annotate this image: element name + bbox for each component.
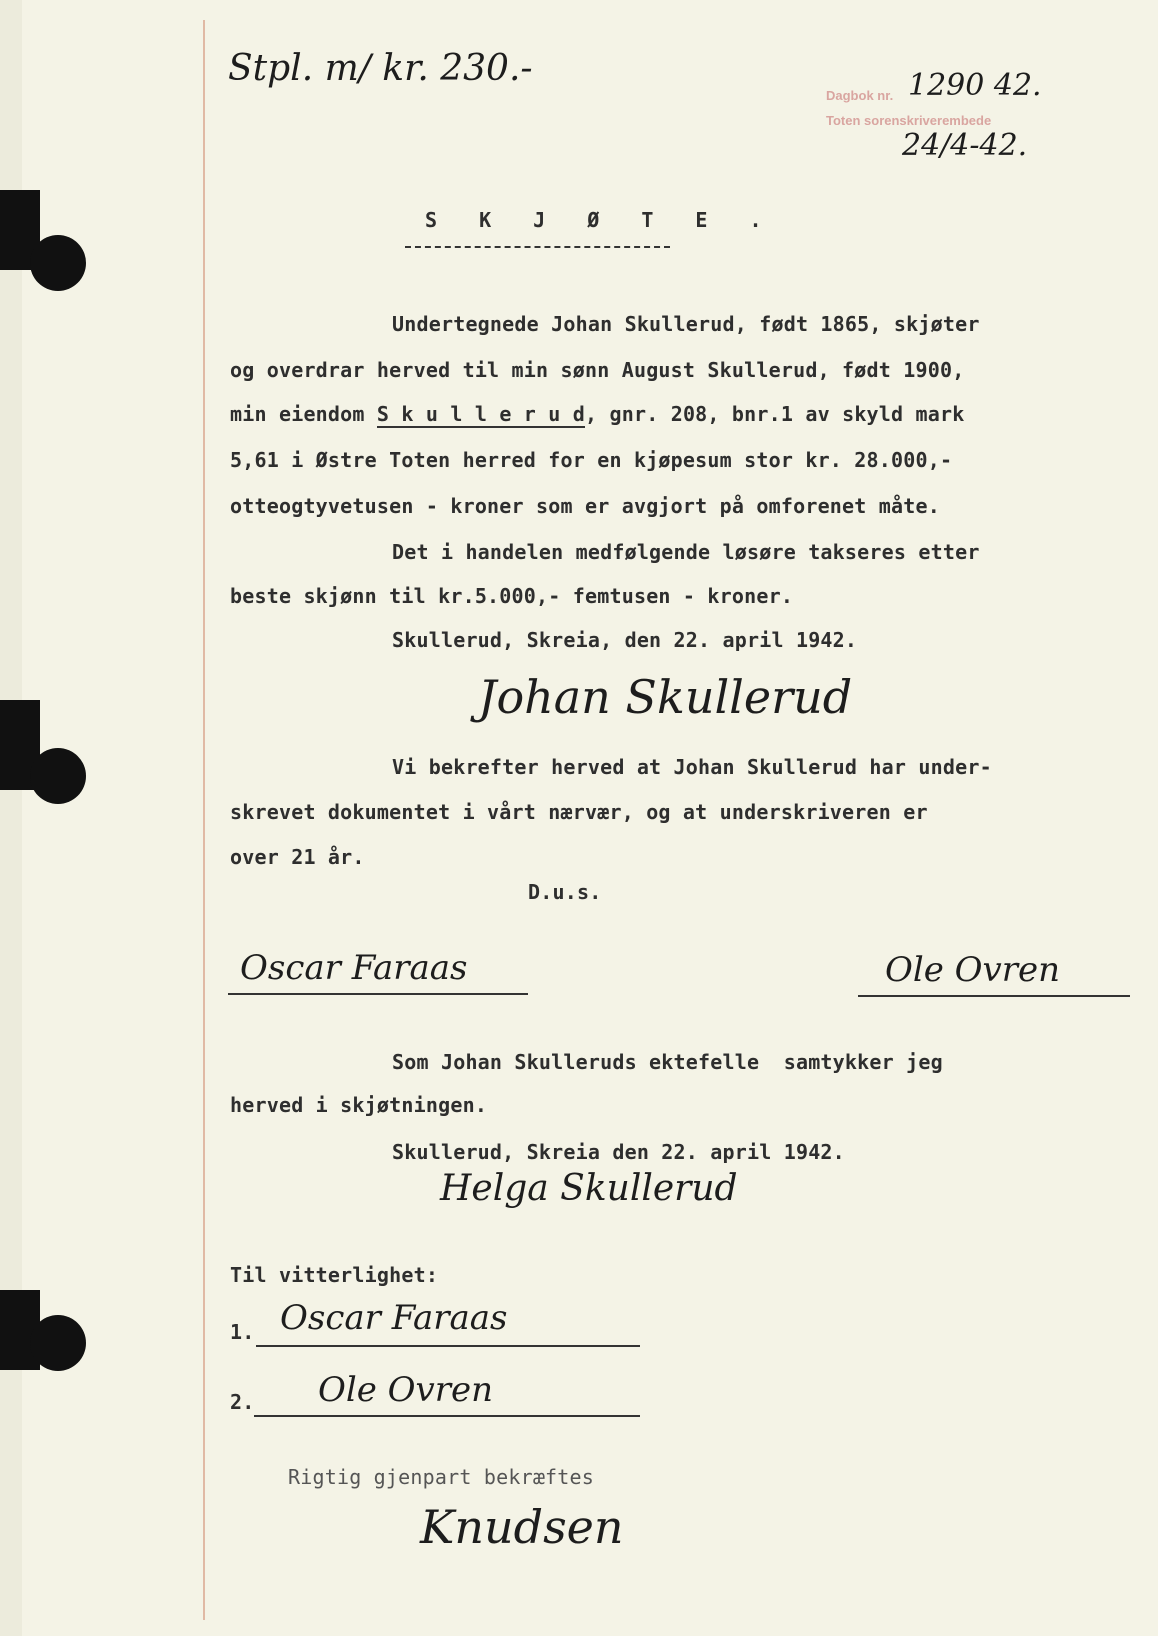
document-title: S K J Ø T E . bbox=[425, 208, 777, 232]
body-line: skrevet dokumentet i vårt nærvær, og at underskriveren er bbox=[230, 800, 928, 824]
binder-hole bbox=[30, 1315, 86, 1371]
place-date: Skullerud, Skreia, den 22. april 1942. bbox=[392, 628, 858, 652]
binder-hole bbox=[30, 748, 86, 804]
signature-witness-1: Oscar Faraas bbox=[280, 1298, 508, 1338]
body-line: Det i handelen medfølgende løsøre takseres etter bbox=[392, 540, 980, 564]
witness-number: 2. bbox=[230, 1390, 255, 1414]
dus-abbreviation: D.u.s. bbox=[528, 880, 602, 904]
signature-line bbox=[254, 1415, 640, 1417]
signature-line bbox=[256, 1345, 640, 1347]
registry-stamp-line1: Dagbok nr. bbox=[826, 88, 894, 103]
registry-date: 24/4-42. bbox=[902, 128, 1028, 163]
body-line: 5,61 i Østre Toten herred for en kjøpesum stor kr. 28.000,- bbox=[230, 448, 953, 472]
place-date: Skullerud, Skreia den 22. april 1942. bbox=[392, 1140, 845, 1164]
witness-label: Til vitterlighet: bbox=[230, 1263, 439, 1287]
witness-number: 1. bbox=[230, 1320, 255, 1344]
margin-rule bbox=[203, 20, 205, 1620]
certification-text: Rigtig gjenpart bekræftes bbox=[288, 1465, 595, 1489]
signature-spouse: Helga Skullerud bbox=[440, 1168, 738, 1209]
body-line: Som Johan Skulleruds ektefelle samtykker jeg bbox=[392, 1050, 943, 1074]
handwritten-fee-note: Stpl. m/ kr. 230.- bbox=[228, 48, 533, 89]
signature-seller: Johan Skullerud bbox=[478, 670, 853, 724]
body-line: Undertegnede Johan Skullerud, født 1865, skjøter bbox=[392, 312, 980, 336]
body-text: , gnr. 208, bnr.1 av skyld mark bbox=[585, 402, 965, 426]
registry-stamp-line2: Toten sorenskriverembede bbox=[826, 113, 992, 128]
body-line: Vi bekrefter herved at Johan Skullerud har under- bbox=[392, 755, 992, 779]
body-line: herved i skjøtningen. bbox=[230, 1093, 488, 1117]
body-line: beste skjønn til kr.5.000,- femtusen - kroner. bbox=[230, 584, 794, 608]
signature-witness-right: Ole Ovren bbox=[885, 950, 1061, 990]
signature-witness-2: Ole Ovren bbox=[318, 1370, 494, 1410]
body-line: otteogtyvetusen - kroner som er avgjort på omforenet måte. bbox=[230, 494, 940, 518]
title-underline bbox=[405, 246, 670, 248]
signature-witness-left: Oscar Faraas bbox=[240, 948, 468, 988]
body-text: min eiendom bbox=[230, 402, 377, 426]
signature-certifier: Knudsen bbox=[420, 1500, 624, 1554]
binder-hole bbox=[30, 235, 86, 291]
signature-line bbox=[858, 995, 1130, 997]
property-name: S k u l l e r u d bbox=[376, 402, 586, 426]
registry-number: 1290 42. bbox=[908, 68, 1042, 103]
body-line: over 21 år. bbox=[230, 845, 365, 869]
body-line: og overdrar herved til min sønn August Skullerud, født 1900, bbox=[230, 358, 965, 382]
body-line bbox=[230, 402, 965, 426]
signature-line bbox=[228, 993, 528, 995]
